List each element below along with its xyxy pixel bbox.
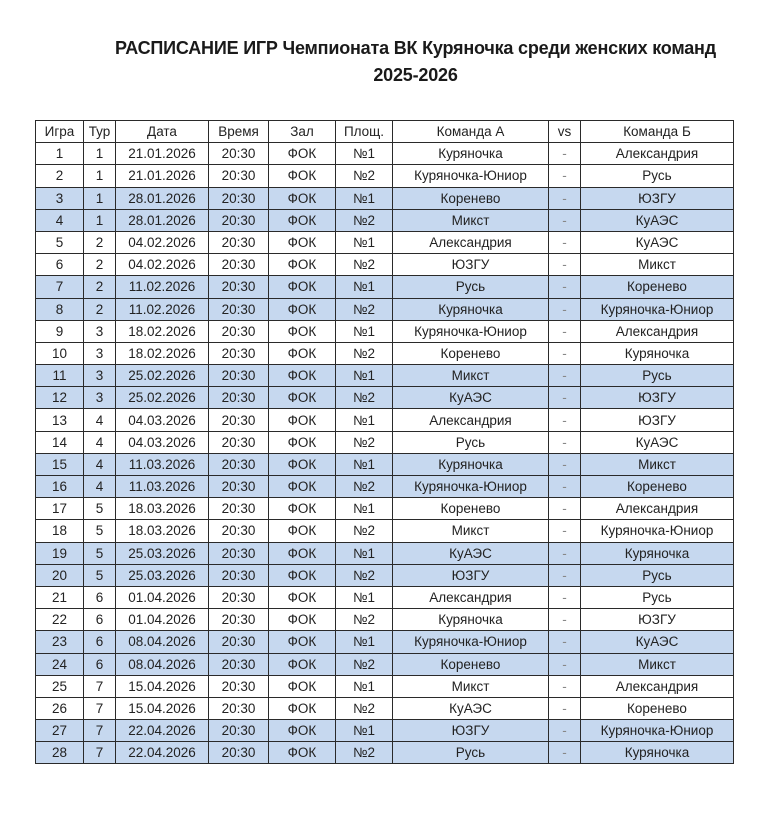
cell-court: №2 (336, 387, 393, 409)
cell-team-b: Микст (581, 453, 734, 475)
cell-time: 20:30 (209, 586, 269, 608)
cell-vs: - (549, 520, 581, 542)
cell-vs: - (549, 143, 581, 165)
cell-game: 24 (36, 653, 84, 675)
cell-team-a: Микст (393, 209, 549, 231)
table-row (36, 143, 734, 165)
cell-round: 6 (84, 586, 116, 608)
cell-team-b: Куряночка-Юниор (581, 720, 734, 742)
cell-team-b: КуАЭС (581, 209, 734, 231)
cell-round: 7 (84, 697, 116, 719)
cell-team-b: Микст (581, 254, 734, 276)
cell-round: 4 (84, 409, 116, 431)
cell-hall: ФОК (269, 542, 336, 564)
header-team-b: Команда Б (581, 121, 734, 143)
cell-team-b: Куряночка-Юниор (581, 298, 734, 320)
cell-team-a: КуАЭС (393, 542, 549, 564)
cell-game: 28 (36, 742, 84, 764)
cell-round: 1 (84, 143, 116, 165)
cell-team-a: Русь (393, 276, 549, 298)
cell-hall: ФОК (269, 476, 336, 498)
cell-team-a: ЮЗГУ (393, 564, 549, 586)
table-row (36, 387, 734, 409)
header-date: Дата (116, 121, 209, 143)
cell-team-b: Куряночка (581, 342, 734, 364)
cell-team-b: Александрия (581, 143, 734, 165)
cell-team-a: Коренево (393, 498, 549, 520)
cell-hall: ФОК (269, 697, 336, 719)
table-row (36, 653, 734, 675)
cell-round: 2 (84, 298, 116, 320)
cell-date: 18.02.2026 (116, 320, 209, 342)
cell-round: 4 (84, 453, 116, 475)
cell-vs: - (549, 365, 581, 387)
cell-hall: ФОК (269, 520, 336, 542)
cell-time: 20:30 (209, 431, 269, 453)
cell-team-b: Русь (581, 165, 734, 187)
cell-hall: ФОК (269, 675, 336, 697)
cell-hall: ФОК (269, 231, 336, 253)
table-row (36, 254, 734, 276)
cell-court: №1 (336, 631, 393, 653)
table-row (36, 187, 734, 209)
cell-vs: - (549, 498, 581, 520)
cell-vs: - (549, 298, 581, 320)
cell-hall: ФОК (269, 320, 336, 342)
cell-hall: ФОК (269, 342, 336, 364)
cell-game: 11 (36, 365, 84, 387)
cell-vs: - (549, 209, 581, 231)
cell-time: 20:30 (209, 231, 269, 253)
cell-game: 15 (36, 453, 84, 475)
cell-team-b: Куряночка (581, 542, 734, 564)
cell-court: №1 (336, 231, 393, 253)
cell-hall: ФОК (269, 631, 336, 653)
cell-team-a: Куряночка (393, 453, 549, 475)
cell-team-b: Коренево (581, 276, 734, 298)
cell-round: 4 (84, 431, 116, 453)
cell-game: 14 (36, 431, 84, 453)
cell-round: 2 (84, 254, 116, 276)
cell-team-a: Куряночка-Юниор (393, 165, 549, 187)
cell-hall: ФОК (269, 409, 336, 431)
cell-team-a: Александрия (393, 586, 549, 608)
cell-vs: - (549, 476, 581, 498)
cell-team-a: Куряночка-Юниор (393, 476, 549, 498)
cell-round: 2 (84, 231, 116, 253)
cell-time: 20:30 (209, 720, 269, 742)
cell-hall: ФОК (269, 365, 336, 387)
header-vs: vs (549, 121, 581, 143)
cell-vs: - (549, 453, 581, 475)
cell-round: 4 (84, 476, 116, 498)
cell-vs: - (549, 631, 581, 653)
cell-team-a: ЮЗГУ (393, 254, 549, 276)
cell-court: №1 (336, 187, 393, 209)
cell-vs: - (549, 276, 581, 298)
table-row (36, 631, 734, 653)
cell-vs: - (549, 720, 581, 742)
cell-round: 1 (84, 209, 116, 231)
cell-game: 9 (36, 320, 84, 342)
cell-date: 21.01.2026 (116, 165, 209, 187)
cell-court: №2 (336, 520, 393, 542)
cell-round: 5 (84, 542, 116, 564)
cell-team-b: Куряночка-Юниор (581, 520, 734, 542)
cell-date: 25.02.2026 (116, 365, 209, 387)
cell-game: 12 (36, 387, 84, 409)
cell-vs: - (549, 742, 581, 764)
cell-round: 3 (84, 320, 116, 342)
cell-vs: - (549, 387, 581, 409)
table-row (36, 365, 734, 387)
cell-time: 20:30 (209, 342, 269, 364)
cell-time: 20:30 (209, 187, 269, 209)
cell-round: 5 (84, 520, 116, 542)
cell-round: 1 (84, 187, 116, 209)
cell-court: №2 (336, 476, 393, 498)
cell-game: 4 (36, 209, 84, 231)
cell-team-b: Коренево (581, 697, 734, 719)
cell-team-b: Александрия (581, 320, 734, 342)
cell-court: №2 (336, 697, 393, 719)
cell-hall: ФОК (269, 187, 336, 209)
table-row (36, 609, 734, 631)
cell-team-a: КуАЭС (393, 387, 549, 409)
cell-court: №1 (336, 453, 393, 475)
cell-round: 7 (84, 742, 116, 764)
cell-round: 3 (84, 342, 116, 364)
cell-court: №1 (336, 276, 393, 298)
cell-round: 2 (84, 276, 116, 298)
cell-hall: ФОК (269, 143, 336, 165)
cell-date: 04.03.2026 (116, 431, 209, 453)
cell-hall: ФОК (269, 254, 336, 276)
cell-date: 18.03.2026 (116, 520, 209, 542)
cell-team-b: ЮЗГУ (581, 409, 734, 431)
header-court: Площ. (336, 121, 393, 143)
cell-team-b: ЮЗГУ (581, 187, 734, 209)
cell-time: 20:30 (209, 742, 269, 764)
cell-court: №1 (336, 675, 393, 697)
cell-team-a: Куряночка-Юниор (393, 631, 549, 653)
cell-game: 20 (36, 564, 84, 586)
cell-court: №2 (336, 342, 393, 364)
cell-time: 20:30 (209, 564, 269, 586)
cell-team-b: ЮЗГУ (581, 609, 734, 631)
cell-time: 20:30 (209, 409, 269, 431)
cell-game: 6 (36, 254, 84, 276)
cell-vs: - (549, 586, 581, 608)
table-row (36, 564, 734, 586)
cell-time: 20:30 (209, 609, 269, 631)
table-row (36, 476, 734, 498)
cell-team-a: Микст (393, 520, 549, 542)
table-row (36, 231, 734, 253)
cell-team-a: Александрия (393, 409, 549, 431)
cell-game: 3 (36, 187, 84, 209)
cell-time: 20:30 (209, 542, 269, 564)
page-title: РАСПИСАНИЕ ИГР Чемпионата ВК Куряночка среди женских команд (115, 38, 716, 58)
cell-date: 08.04.2026 (116, 653, 209, 675)
cell-hall: ФОК (269, 498, 336, 520)
table-row (36, 165, 734, 187)
cell-round: 6 (84, 653, 116, 675)
header-round: Тур (84, 121, 116, 143)
cell-time: 20:30 (209, 520, 269, 542)
cell-team-a: Куряночка (393, 143, 549, 165)
cell-team-a: Куряночка-Юниор (393, 320, 549, 342)
cell-date: 22.04.2026 (116, 742, 209, 764)
cell-hall: ФОК (269, 653, 336, 675)
cell-time: 20:30 (209, 697, 269, 719)
cell-hall: ФОК (269, 387, 336, 409)
cell-hall: ФОК (269, 298, 336, 320)
cell-team-a: Микст (393, 365, 549, 387)
cell-date: 08.04.2026 (116, 631, 209, 653)
table-header-row (36, 121, 734, 143)
cell-court: №2 (336, 564, 393, 586)
cell-game: 13 (36, 409, 84, 431)
cell-time: 20:30 (209, 631, 269, 653)
cell-date: 28.01.2026 (116, 187, 209, 209)
cell-date: 18.03.2026 (116, 498, 209, 520)
cell-team-a: Микст (393, 675, 549, 697)
cell-hall: ФОК (269, 742, 336, 764)
cell-vs: - (549, 231, 581, 253)
cell-date: 22.04.2026 (116, 720, 209, 742)
cell-date: 04.03.2026 (116, 409, 209, 431)
cell-court: №1 (336, 586, 393, 608)
cell-time: 20:30 (209, 165, 269, 187)
cell-team-a: КуАЭС (393, 697, 549, 719)
cell-time: 20:30 (209, 254, 269, 276)
cell-team-b: ЮЗГУ (581, 387, 734, 409)
cell-hall: ФОК (269, 276, 336, 298)
cell-vs: - (549, 409, 581, 431)
table-row (36, 542, 734, 564)
cell-team-a: ЮЗГУ (393, 720, 549, 742)
cell-vs: - (549, 542, 581, 564)
cell-time: 20:30 (209, 298, 269, 320)
table-row (36, 276, 734, 298)
cell-court: №1 (336, 720, 393, 742)
cell-time: 20:30 (209, 476, 269, 498)
cell-game: 27 (36, 720, 84, 742)
cell-game: 17 (36, 498, 84, 520)
cell-game: 1 (36, 143, 84, 165)
table-row (36, 320, 734, 342)
cell-game: 2 (36, 165, 84, 187)
cell-court: №2 (336, 209, 393, 231)
cell-team-a: Русь (393, 742, 549, 764)
cell-round: 5 (84, 498, 116, 520)
cell-date: 21.01.2026 (116, 143, 209, 165)
cell-time: 20:30 (209, 653, 269, 675)
cell-date: 04.02.2026 (116, 254, 209, 276)
table-row (36, 431, 734, 453)
cell-date: 25.02.2026 (116, 387, 209, 409)
cell-date: 25.03.2026 (116, 564, 209, 586)
cell-time: 20:30 (209, 143, 269, 165)
cell-court: №2 (336, 431, 393, 453)
cell-vs: - (549, 675, 581, 697)
cell-court: №1 (336, 320, 393, 342)
cell-date: 01.04.2026 (116, 586, 209, 608)
page-subtitle-season: 2025-2026 (373, 65, 458, 85)
cell-court: №2 (336, 653, 393, 675)
cell-court: №2 (336, 742, 393, 764)
cell-hall: ФОК (269, 165, 336, 187)
cell-team-a: Коренево (393, 653, 549, 675)
cell-date: 11.03.2026 (116, 476, 209, 498)
cell-team-b: Александрия (581, 675, 734, 697)
cell-court: №1 (336, 365, 393, 387)
cell-team-b: Микст (581, 653, 734, 675)
cell-date: 11.02.2026 (116, 298, 209, 320)
header-time: Время (209, 121, 269, 143)
cell-game: 18 (36, 520, 84, 542)
table-row (36, 742, 734, 764)
table-row (36, 342, 734, 364)
cell-round: 6 (84, 609, 116, 631)
cell-time: 20:30 (209, 209, 269, 231)
cell-team-b: Куряночка (581, 742, 734, 764)
cell-vs: - (549, 165, 581, 187)
cell-date: 04.02.2026 (116, 231, 209, 253)
table-body (36, 143, 734, 764)
cell-hall: ФОК (269, 453, 336, 475)
cell-round: 5 (84, 564, 116, 586)
cell-court: №1 (336, 143, 393, 165)
table-row (36, 720, 734, 742)
cell-round: 3 (84, 365, 116, 387)
cell-game: 16 (36, 476, 84, 498)
table-row (36, 520, 734, 542)
cell-vs: - (549, 342, 581, 364)
cell-round: 1 (84, 165, 116, 187)
cell-team-b: КуАЭС (581, 631, 734, 653)
cell-team-a: Коренево (393, 187, 549, 209)
cell-hall: ФОК (269, 720, 336, 742)
cell-vs: - (549, 564, 581, 586)
cell-game: 8 (36, 298, 84, 320)
cell-game: 19 (36, 542, 84, 564)
cell-date: 15.04.2026 (116, 675, 209, 697)
cell-date: 28.01.2026 (116, 209, 209, 231)
cell-round: 7 (84, 720, 116, 742)
cell-time: 20:30 (209, 498, 269, 520)
cell-team-a: Куряночка (393, 298, 549, 320)
cell-vs: - (549, 697, 581, 719)
schedule-table (35, 120, 734, 764)
cell-game: 22 (36, 609, 84, 631)
cell-vs: - (549, 609, 581, 631)
header-hall: Зал (269, 121, 336, 143)
cell-game: 23 (36, 631, 84, 653)
table-row (36, 675, 734, 697)
cell-time: 20:30 (209, 387, 269, 409)
cell-hall: ФОК (269, 586, 336, 608)
cell-game: 25 (36, 675, 84, 697)
cell-vs: - (549, 320, 581, 342)
cell-team-b: Александрия (581, 498, 734, 520)
cell-time: 20:30 (209, 675, 269, 697)
table-row (36, 586, 734, 608)
cell-game: 21 (36, 586, 84, 608)
cell-hall: ФОК (269, 209, 336, 231)
cell-team-a: Куряночка (393, 609, 549, 631)
cell-time: 20:30 (209, 365, 269, 387)
cell-team-a: Русь (393, 431, 549, 453)
table-row (36, 498, 734, 520)
cell-game: 5 (36, 231, 84, 253)
cell-date: 11.02.2026 (116, 276, 209, 298)
cell-court: №1 (336, 542, 393, 564)
table-row (36, 409, 734, 431)
cell-court: №2 (336, 609, 393, 631)
cell-team-b: Русь (581, 586, 734, 608)
cell-team-a: Коренево (393, 342, 549, 364)
cell-date: 25.03.2026 (116, 542, 209, 564)
cell-court: №2 (336, 298, 393, 320)
cell-court: №1 (336, 498, 393, 520)
header-team-a: Команда А (393, 121, 549, 143)
cell-time: 20:30 (209, 453, 269, 475)
cell-date: 18.02.2026 (116, 342, 209, 364)
cell-vs: - (549, 431, 581, 453)
cell-game: 7 (36, 276, 84, 298)
cell-team-b: КуАЭС (581, 231, 734, 253)
cell-time: 20:30 (209, 320, 269, 342)
cell-team-b: Русь (581, 564, 734, 586)
cell-time: 20:30 (209, 276, 269, 298)
cell-game: 10 (36, 342, 84, 364)
cell-vs: - (549, 187, 581, 209)
cell-court: №2 (336, 165, 393, 187)
cell-round: 6 (84, 631, 116, 653)
cell-court: №1 (336, 409, 393, 431)
table-row (36, 453, 734, 475)
cell-hall: ФОК (269, 609, 336, 631)
cell-round: 7 (84, 675, 116, 697)
table-row (36, 209, 734, 231)
cell-team-b: КуАЭС (581, 431, 734, 453)
cell-game: 26 (36, 697, 84, 719)
header-game: Игра (36, 121, 84, 143)
cell-hall: ФОК (269, 431, 336, 453)
cell-team-b: Коренево (581, 476, 734, 498)
cell-court: №2 (336, 254, 393, 276)
cell-hall: ФОК (269, 564, 336, 586)
table-row (36, 697, 734, 719)
cell-team-a: Александрия (393, 231, 549, 253)
cell-round: 3 (84, 387, 116, 409)
cell-team-b: Русь (581, 365, 734, 387)
cell-vs: - (549, 653, 581, 675)
table-row (36, 298, 734, 320)
cell-date: 15.04.2026 (116, 697, 209, 719)
cell-vs: - (549, 254, 581, 276)
cell-date: 01.04.2026 (116, 609, 209, 631)
cell-date: 11.03.2026 (116, 453, 209, 475)
